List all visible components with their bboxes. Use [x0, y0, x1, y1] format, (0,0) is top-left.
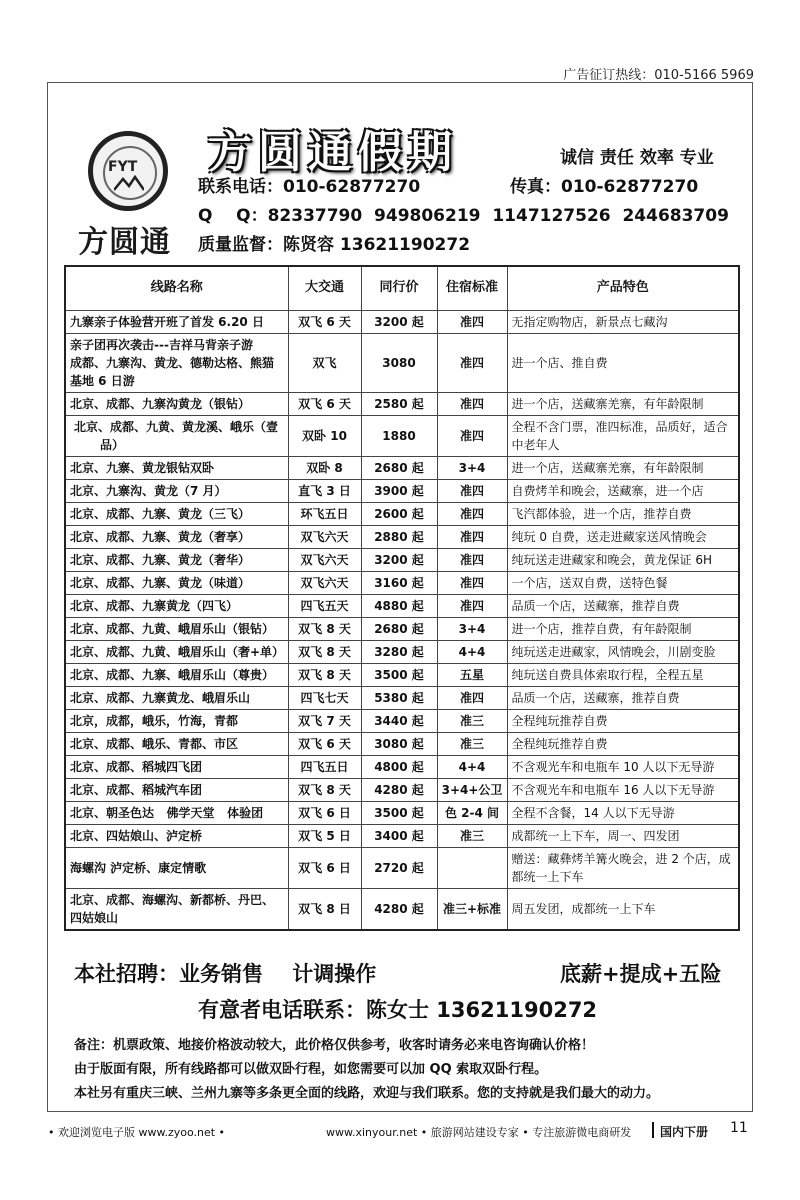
transport: 双卧 10: [288, 415, 361, 456]
table-row: [65, 392, 739, 415]
product-features: 不含观光车和电瓶车 10 人以下无导游: [507, 755, 739, 778]
price: 3900 起: [361, 479, 437, 502]
table-row: [65, 333, 739, 392]
price: 5380 起: [361, 686, 437, 709]
table-header-row: [65, 266, 739, 310]
table-row: [65, 617, 739, 640]
note-line: 本社另有重庆三峡、兰州九寨等多条更全面的线路，欢迎与我们联系。您的支持就是我们最大的动力。: [74, 1086, 660, 1101]
product-features: 全程不含餐，14 人以下无导游: [507, 801, 739, 824]
product-features: 品质一个店，送藏寨，推荐自费: [507, 686, 739, 709]
hotel-standard: 准四: [437, 310, 507, 333]
price: 1880: [361, 415, 437, 456]
transport: 双飞 6 日: [288, 801, 361, 824]
product-features: 进一个店、推自费: [507, 333, 739, 392]
table-row: [65, 888, 739, 930]
transport: 双飞 6 日: [288, 847, 361, 888]
hotel-standard: 3+4: [437, 456, 507, 479]
table-row: [65, 778, 739, 801]
product-features: 进一个店，送藏寨羌寨，有年龄限制: [507, 392, 739, 415]
route-name: 北京、成都、九黄、黄龙溪、峨乐（壹品）: [65, 415, 288, 456]
transport: 四飞五日: [288, 755, 361, 778]
contact-fax: 传真：010-62877270: [510, 177, 699, 197]
route-price-table: [64, 265, 740, 931]
price: 3500 起: [361, 663, 437, 686]
route-name: 北京、成都、峨乐、青都、市区: [65, 732, 288, 755]
table-row: [65, 525, 739, 548]
product-features: 无指定购物店，新景点七藏沟: [507, 310, 739, 333]
hotel-standard: 准四: [437, 392, 507, 415]
hotel-standard: 准四: [437, 686, 507, 709]
table-row: [65, 594, 739, 617]
header-price: 同行价: [361, 266, 437, 310]
table-row: [65, 847, 739, 888]
product-features: 纯玩送自费具体索取行程，全程五星: [507, 663, 739, 686]
table-row: [65, 571, 739, 594]
table-row: [65, 456, 739, 479]
company-logo: [74, 125, 178, 260]
recruit-contact: 有意者电话联系：陈女士 13621190272: [198, 998, 598, 1022]
price: 3500 起: [361, 801, 437, 824]
transport: 双卧 8: [288, 456, 361, 479]
transport: 双飞 8 天: [288, 778, 361, 801]
footer-website-right: www.xinyour.net • 旅游网站建设专家 • 专注旅游微电商研发: [326, 1126, 632, 1139]
product-features: 成都统一上下车，周一、四发团: [507, 824, 739, 847]
price: 3200 起: [361, 548, 437, 571]
route-name: 九寨亲子体验营开班了首发 6.20 日: [65, 310, 288, 333]
hotel-standard: [437, 847, 507, 888]
route-name: 亲子团再次袭击---吉祥马背亲子游 成都、九寨沟、黄龙、德勒达格、熊猫基地 6 日游: [65, 333, 288, 392]
product-features: 全程纯玩推荐自费: [507, 732, 739, 755]
route-name: 北京、成都、九寨、黄龙（奢享）: [65, 525, 288, 548]
transport: 双飞 8 天: [288, 640, 361, 663]
hotel-standard: 3+4: [437, 617, 507, 640]
hotel-standard: 准四: [437, 479, 507, 502]
route-name: 北京、成都、九寨、黄龙（味道）: [65, 571, 288, 594]
hotel-standard: 准三: [437, 824, 507, 847]
price: 2680 起: [361, 617, 437, 640]
price: 3400 起: [361, 824, 437, 847]
transport: 双飞 5 日: [288, 824, 361, 847]
price: 3200 起: [361, 310, 437, 333]
table-row: [65, 709, 739, 732]
price: 2600 起: [361, 502, 437, 525]
route-name: 北京、朝圣色达 佛学天堂 体验团: [65, 801, 288, 824]
product-features: 一个店，送双自费，送特色餐: [507, 571, 739, 594]
hotel-standard: 五星: [437, 663, 507, 686]
hotel-standard: 4+4: [437, 640, 507, 663]
product-features: 纯玩 0 自费，送走进藏家送风情晚会: [507, 525, 739, 548]
hotel-standard: 4+4: [437, 755, 507, 778]
transport: 双飞 7 天: [288, 709, 361, 732]
quality-supervisor: 质量监督：陈贤容 13621190272: [198, 235, 471, 255]
transport: 双飞 8 天: [288, 617, 361, 640]
route-name: 北京、成都、九寨、黄龙（奢华）: [65, 548, 288, 571]
hotel-standard: 准四: [437, 525, 507, 548]
route-name: 北京、成都、稻城四飞团: [65, 755, 288, 778]
transport: 双飞 6 天: [288, 310, 361, 333]
transport: 四飞七天: [288, 686, 361, 709]
transport: 双飞: [288, 333, 361, 392]
price: 2880 起: [361, 525, 437, 548]
route-name: 北京、成都、九寨黄龙（四飞）: [65, 594, 288, 617]
price: 2580 起: [361, 392, 437, 415]
recruit-positions: 本社招聘：业务销售 计调操作: [74, 962, 377, 986]
product-features: 进一个店，推荐自费，有年龄限制: [507, 617, 739, 640]
hotel-standard: 准四: [437, 502, 507, 525]
route-name: 北京、四姑娘山、泸定桥: [65, 824, 288, 847]
table-row: [65, 686, 739, 709]
product-features: 纯玩送走进藏家和晚会，黄龙保证 6H: [507, 548, 739, 571]
product-features: 不含观光车和电瓶车 16 人以下无导游: [507, 778, 739, 801]
hotel-standard: 3+4+公卫: [437, 778, 507, 801]
table-row: [65, 415, 739, 456]
hotel-standard: 准四: [437, 415, 507, 456]
table-row: [65, 663, 739, 686]
price: 3080: [361, 333, 437, 392]
recruit-benefits: 底薪+提成+五险: [560, 962, 722, 986]
price: 4880 起: [361, 594, 437, 617]
route-name: 北京、成都、稻城汽车团: [65, 778, 288, 801]
transport: 双飞 6 天: [288, 392, 361, 415]
transport: 双飞六天: [288, 548, 361, 571]
table-row: [65, 824, 739, 847]
transport: 双飞 6 天: [288, 732, 361, 755]
hotel-standard: 准四: [437, 594, 507, 617]
price: 2720 起: [361, 847, 437, 888]
transport: 双飞六天: [288, 571, 361, 594]
product-features: 周五发团，成都统一上下车: [507, 888, 739, 930]
hotel-standard: 准三: [437, 709, 507, 732]
transport: 直飞 3 日: [288, 479, 361, 502]
product-features: 全程纯玩推荐自费: [507, 709, 739, 732]
table-row: [65, 548, 739, 571]
product-features: 全程不含门票，准四标准，品质好，适合中老年人: [507, 415, 739, 456]
price: 3440 起: [361, 709, 437, 732]
table-row: [65, 479, 739, 502]
logo-mountain-icon: [114, 175, 144, 191]
product-features: 进一个店，送藏寨羌寨，有年龄限制: [507, 456, 739, 479]
hotel-standard: 准三+标准: [437, 888, 507, 930]
hotel-standard: 准四: [437, 333, 507, 392]
hotel-standard: 准三: [437, 732, 507, 755]
footer-section-label: 国内下册: [660, 1125, 709, 1139]
brand-title: 方圆通假期: [208, 127, 458, 178]
price: 4800 起: [361, 755, 437, 778]
ad-hotline: 广告征订热线：010-5166 5969: [563, 68, 754, 83]
product-features: 纯玩送走进藏家，风情晚会，川剧变脸: [507, 640, 739, 663]
header-route-name: 线路名称: [65, 266, 288, 310]
transport: 环飞五日: [288, 502, 361, 525]
hotel-standard: 准四: [437, 571, 507, 594]
transport: 双飞 8 日: [288, 888, 361, 930]
logo-name: 方圆通: [78, 225, 171, 260]
table-row: [65, 640, 739, 663]
route-name: 北京、成都、九黄、峨眉乐山（奢+单）: [65, 640, 288, 663]
note-line: 由于版面有限，所有线路都可以做双卧行程，如您需要可以加 QQ 索取双卧行程。: [74, 1062, 548, 1077]
route-name: 北京、成都、九寨黄龙、峨眉乐山: [65, 686, 288, 709]
price: 3280 起: [361, 640, 437, 663]
logo-letters: FYT: [108, 159, 138, 175]
hotel-standard: 准四: [437, 548, 507, 571]
route-name: 海螺沟 泸定桥、康定情歌: [65, 847, 288, 888]
route-name: 北京、成都、海螺沟、新都桥、丹巴、四姑娘山: [65, 888, 288, 930]
footer-website-left: • 欢迎浏览电子版 www.zyoo.net •: [48, 1126, 226, 1139]
route-name: 北京，成都，峨乐，竹海，青都: [65, 709, 288, 732]
note-line: 备注：机票政策、地接价格波动较大，此价格仅供参考，收客时请务必来电咨询确认价格！: [74, 1038, 595, 1053]
route-name: 北京、九寨、黄龙银钻双卧: [65, 456, 288, 479]
route-name: 北京、成都、九寨沟黄龙（银钻）: [65, 392, 288, 415]
header-transport: 大交通: [288, 266, 361, 310]
contact-phone: 联系电话：010-62877270: [198, 177, 421, 197]
table-row: [65, 502, 739, 525]
table-row: [65, 801, 739, 824]
route-name: 北京、九寨沟、黄龙（7 月）: [65, 479, 288, 502]
table-row: [65, 310, 739, 333]
hotel-standard: 色 2-4 间: [437, 801, 507, 824]
brand-slogan: 诚信 责任 效率 专业: [560, 148, 714, 168]
price: 4280 起: [361, 778, 437, 801]
route-name: 北京、成都、九黄、峨眉乐山（银钻）: [65, 617, 288, 640]
transport: 双飞 8 天: [288, 663, 361, 686]
price: 3160 起: [361, 571, 437, 594]
price: 3080 起: [361, 732, 437, 755]
product-features: 赠送：藏彝烤羊篝火晚会，进 2 个店，成都统一上下车: [507, 847, 739, 888]
transport: 四飞五天: [288, 594, 361, 617]
contact-qq: Q Q：82337790 949806219 1147127526 244683709: [198, 206, 729, 226]
price: 4280 起: [361, 888, 437, 930]
price: 2680 起: [361, 456, 437, 479]
header-features: 产品特色: [507, 266, 739, 310]
table-row: [65, 732, 739, 755]
route-name: 北京、成都、九寨、峨眉乐山（尊贵）: [65, 663, 288, 686]
footer-divider: [652, 1122, 654, 1138]
product-features: 品质一个店，送藏寨，推荐自费: [507, 594, 739, 617]
header-hotel: 住宿标准: [437, 266, 507, 310]
transport: 双飞六天: [288, 525, 361, 548]
product-features: 自费烤羊和晚会，送藏寨，进一个店: [507, 479, 739, 502]
product-features: 飞汽都体验，进一个店，推荐自费: [507, 502, 739, 525]
table-row: [65, 755, 739, 778]
page-number: 11: [730, 1120, 748, 1136]
route-name: 北京、成都、九寨、黄龙（三飞）: [65, 502, 288, 525]
